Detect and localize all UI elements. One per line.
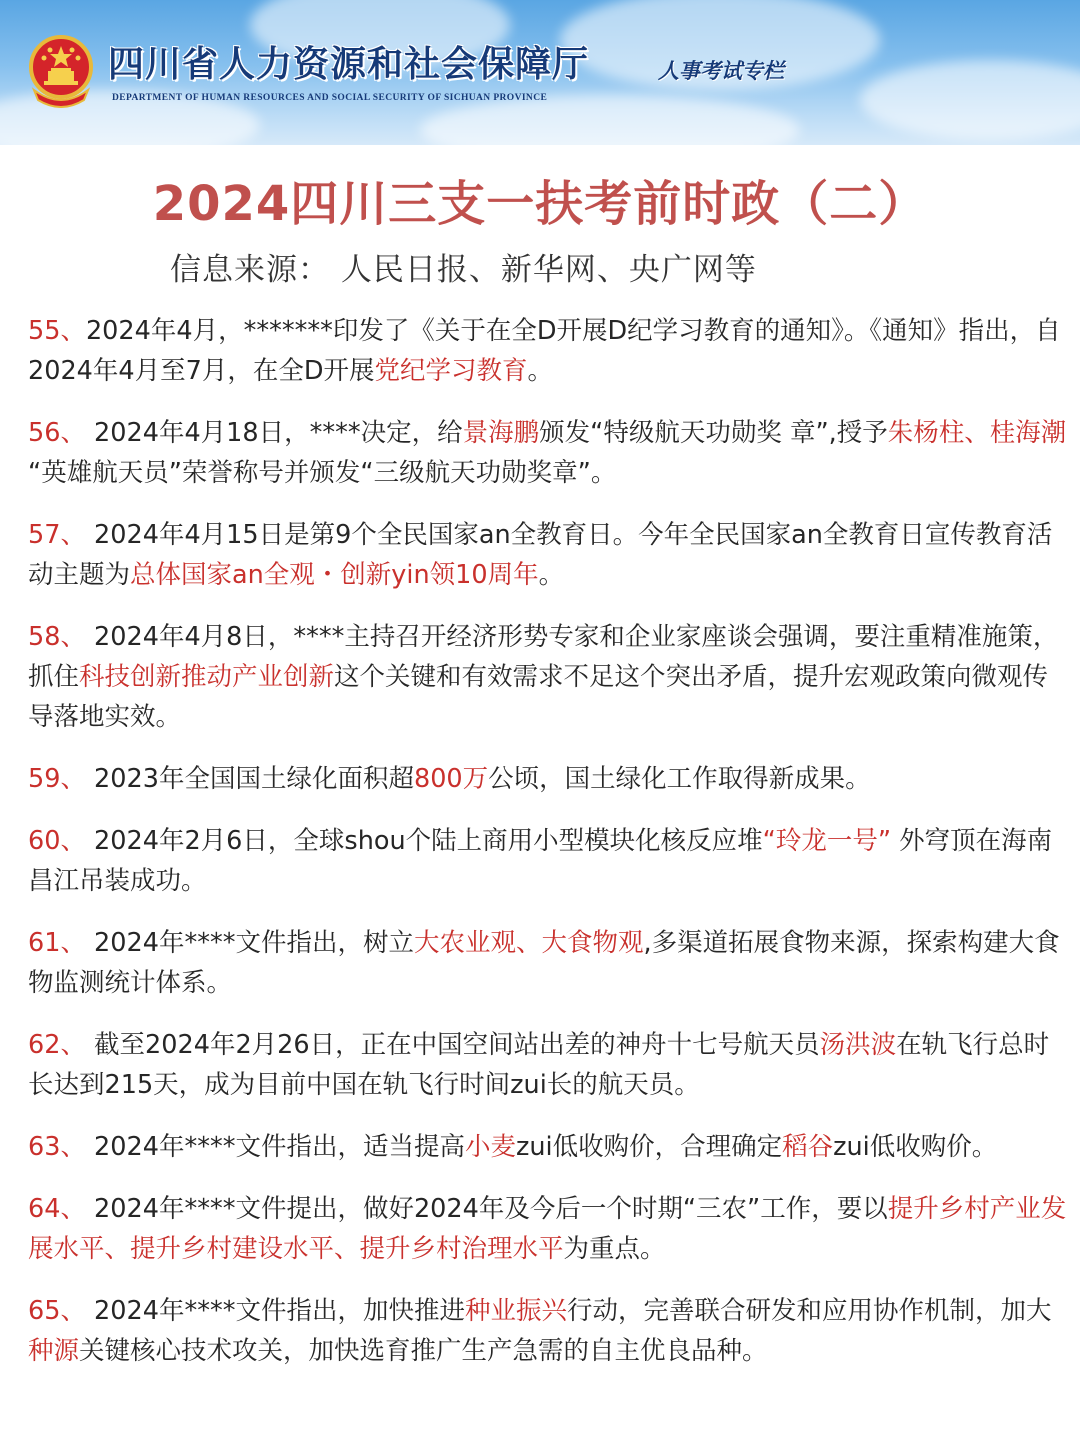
department-name: 四川省人力资源和社会保障厅 [108, 43, 590, 85]
item-text: zui低收购价，合理确定 [515, 1132, 783, 1162]
news-item [28, 413, 1068, 493]
department-name-english: DEPARTMENT OF HUMAN RESOURCES AND SOCIAL SECURITY OF SICHUAN PROVINCE [112, 93, 548, 103]
highlight-keyword: 小麦 [464, 1132, 516, 1162]
item-text: 颁发“特级航天功勋奖 章”,授予 [539, 418, 888, 448]
highlight-keyword: 大农业观、大食物观 [413, 928, 644, 958]
highlight-keyword: “玲龙一号” [762, 826, 892, 856]
item-number: 55、 [28, 316, 86, 346]
item-number: 56、 [28, 418, 86, 448]
item-text: 为重点。 [563, 1234, 666, 1264]
page-title: 2024四川三支一扶考前时政（二） [152, 176, 928, 232]
highlight-keyword: 种业振兴 [464, 1296, 567, 1326]
item-text: 2024年4月，*******印发了《关于在全D开展D纪学习教育的通知》。《通知》指出，自2024年4月至7月，在全D开展 [28, 316, 1061, 386]
highlight-keyword: 汤洪波 [819, 1030, 897, 1060]
source-line: 信息来源： 人民日报、新华网、央广网等 [170, 252, 757, 288]
item-text: 2024年4月15日是第9个全民国家an全教育日。今年全民国家an全教育日宣传教育活动主题为 [28, 520, 1053, 590]
news-item [28, 1127, 1068, 1167]
highlight-keyword: 800万 [413, 764, 489, 794]
column-tag: 人事考试专栏 [658, 58, 784, 83]
item-text: 。 [538, 560, 565, 590]
item-number: 63、 [28, 1132, 86, 1162]
item-text: 2024年4月18日，****决定，给 [85, 418, 463, 448]
national-emblem-icon [26, 34, 96, 108]
item-text: 。 [527, 356, 554, 386]
news-item [28, 617, 1068, 737]
item-text: ,多渠道拓展食物来源，探索构建大食物监测统计体系。 [28, 928, 1060, 998]
item-text: zui低收购价。 [833, 1132, 998, 1162]
item-number: 62、 [28, 1030, 86, 1060]
item-text: 关键核心技术攻关，加快选育推广生产急需的自主优良品种。 [79, 1336, 768, 1366]
highlight-keyword: 景海鹏 [462, 418, 540, 448]
news-item [28, 759, 1068, 799]
item-number: 60、 [28, 826, 86, 856]
item-text: 2024年****文件指出，树立 [85, 928, 414, 958]
item-text: “英雄航天员”荣誉称号并颁发“三级航天功勋奖章”。 [28, 458, 617, 488]
item-number: 58、 [28, 622, 86, 652]
item-text: 2024年****文件指出，适当提高 [85, 1132, 465, 1162]
item-text: 外穹顶在海南昌江吊装成功。 [28, 826, 1053, 896]
item-number: 65、 [28, 1296, 86, 1326]
header-banner [0, 0, 1080, 145]
highlight-keyword: 提升乡村产业发展水平、提升乡村建设水平、提升乡村治理水平 [28, 1194, 1067, 1264]
highlight-keyword: 稻谷 [782, 1132, 834, 1162]
news-item [28, 311, 1068, 391]
highlight-keyword: 科技创新推动产业创新 [79, 662, 335, 692]
item-text: 2024年****文件指出，加快推进 [85, 1296, 465, 1326]
news-item [28, 821, 1068, 901]
item-text: 2023年全国国土绿化面积超 [85, 764, 414, 794]
news-item [28, 1291, 1068, 1371]
item-number: 61、 [28, 928, 86, 958]
news-item [28, 923, 1068, 1003]
item-text: 公顷，国土绿化工作取得新成果。 [488, 764, 871, 794]
item-text: 在轨飞行总时长达到215天，成为目前中国在轨飞行时间zui长的航天员。 [28, 1030, 1050, 1100]
item-text: 截至2024年2月26日，正在中国空间站出差的神舟十七号航天员 [85, 1030, 820, 1060]
news-list [0, 311, 1080, 1371]
item-text: 行动，完善联合研发和应用协作机制，加大 [566, 1296, 1052, 1326]
highlight-keyword: 党纪学习教育 [374, 356, 528, 386]
item-number: 57、 [28, 520, 86, 550]
item-text: 2024年****文件提出，做好2024年及今后一个时期“三农”工作，要以 [85, 1194, 888, 1224]
item-number: 64、 [28, 1194, 86, 1224]
news-item [28, 515, 1068, 595]
highlight-keyword: 总体国家an全观・创新yin领10周年 [130, 560, 539, 590]
item-text: 这个关键和有效需求不足这个突出矛盾，提升宏观政策向微观传导落地实效。 [28, 662, 1049, 732]
item-text: 2024年4月8日，****主持召开经济形势专家和企业家座谈会强调，要注重精准施策， 抓住 [28, 622, 1059, 692]
highlight-keyword: 朱杨柱、桂海潮 [887, 418, 1067, 448]
news-item [28, 1025, 1068, 1105]
news-item [28, 1189, 1068, 1269]
highlight-keyword: 种源 [28, 1336, 80, 1366]
item-number: 59、 [28, 764, 86, 794]
item-text: 2024年2月6日，全球shou个陆上商用小型模块化核反应堆 [85, 826, 763, 856]
